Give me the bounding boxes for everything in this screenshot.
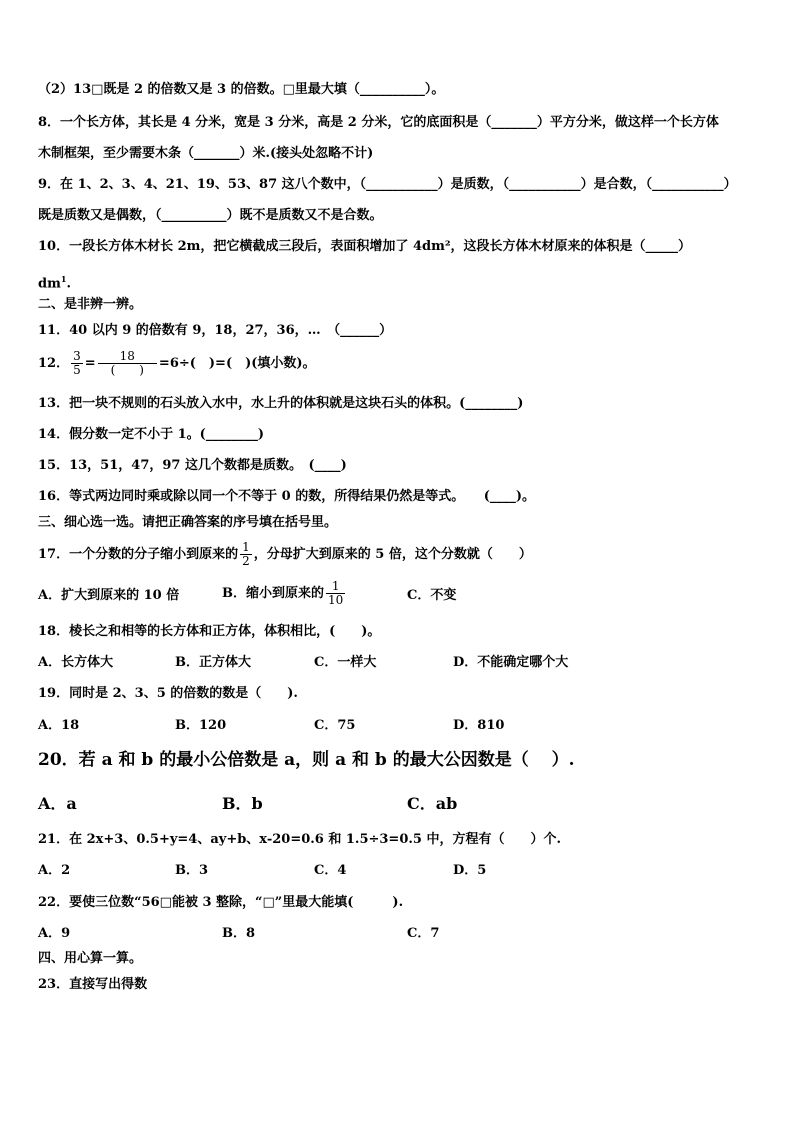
q10-unit-sup: 1 [60, 274, 67, 284]
q12-prefix: 12． [38, 356, 70, 371]
q21-option-b[interactable]: B．3 [175, 863, 209, 878]
q21-option-c[interactable]: C．4 [314, 863, 347, 878]
q12-fraction-1-denominator: 5 [73, 363, 81, 377]
q9-line-1: 9．在 1、2、3、4、21、19、53、87 这八个数中，（___________）是质数，（___________）是合数，（___________） [38, 177, 737, 192]
q22-option-c[interactable]: C．7 [407, 926, 440, 941]
q16-line: 16．等式两边同时乘或除以同一个不等于 0 的数，所得结果仍然是等式。 (____)。 [38, 489, 535, 504]
q20-option-a[interactable]: A．a [38, 794, 77, 813]
q18-option-a[interactable]: A．长方体大 [38, 655, 114, 670]
q17-option-c[interactable]: C．不变 [407, 588, 457, 603]
q19-option-b[interactable]: B．120 [175, 718, 227, 733]
q22-line: 22．要使三位数“56□能被 3 整除，“□”里最大能填( ). [38, 895, 404, 910]
q20-option-b[interactable]: B．b [222, 794, 263, 813]
q20-option-c[interactable]: C．ab [407, 794, 458, 813]
q17-option-b[interactable] [222, 580, 347, 607]
section-4-heading: 四、用心算一算。 [38, 951, 143, 966]
q14-line: 14．假分数一定不小于 1。(________) [38, 427, 264, 442]
q22-option-b[interactable]: B．8 [222, 926, 256, 941]
q12-suffix: =6÷( )=( )(填小数)。 [158, 356, 316, 371]
q19-option-d[interactable]: D．810 [453, 718, 505, 733]
q23-line: 23．直接写出得数 [38, 977, 148, 992]
q17-option-b-numerator: 1 [326, 580, 345, 594]
q19-option-c[interactable]: C．75 [314, 718, 356, 733]
q17-option-b-text: B．缩小到原来的 [222, 586, 324, 601]
q12-line [38, 350, 316, 377]
q12-fraction-1-numerator: 3 [73, 349, 81, 363]
q10-line-2 [38, 270, 71, 293]
q17-fraction [240, 541, 252, 568]
q21-option-a[interactable]: A．2 [38, 863, 71, 878]
q19-option-a[interactable]: A．18 [38, 718, 80, 733]
q18-line: 18．棱长之和相等的长方体和正方体，体积相比，( )。 [38, 624, 381, 639]
q13-line: 13．把一块不规则的石头放入水中，水上升的体积就是这块石头的体积。(________) [38, 396, 524, 411]
q17-suffix: ，分母扩大到原来的 5 倍，这个分数就（ ） [253, 547, 532, 562]
q9-line-2: 既是质数又是偶数，（__________）既不是质数又不是合数。 [38, 208, 383, 223]
q17-fraction-numerator: 1 [242, 540, 250, 554]
q18-option-b[interactable]: B．正方体大 [175, 655, 251, 670]
q8-line-2: 木制框架，至少需要木条（_______）米.(接头处忽略不计) [38, 146, 374, 161]
q12-fraction-2-denominator: ( ) [110, 363, 144, 377]
q10-end: . [66, 276, 71, 292]
q12-fraction-2 [98, 350, 157, 377]
q12-equals: = [84, 356, 96, 371]
q17-line [38, 541, 532, 568]
q17-option-b-fraction [326, 580, 345, 607]
q19-line: 19．同时是 2、3、5 的倍数的数是（ ). [38, 686, 298, 701]
section-2-heading: 二、是非辨一辨。 [38, 297, 143, 312]
q12-fraction-2-numerator: 18 [98, 350, 157, 364]
q17-option-b-denominator: 10 [328, 593, 344, 607]
section-3-heading: 三、细心选一选。请把正确答案的序号填在括号里。 [38, 515, 338, 530]
q10-unit: dm [38, 276, 61, 292]
q18-option-d[interactable]: D．不能确定哪个大 [453, 655, 569, 670]
q21-line: 21．在 2x+3、0.5+y=4、ay+b、x-20=0.6 和 1.5÷3=0.5 中，方程有（ ）个. [38, 832, 561, 847]
q17-fraction-denominator: 2 [242, 554, 250, 568]
q18-option-c[interactable]: C．一样大 [314, 655, 377, 670]
q10-line-1: 10．一段长方体木材长 2m，把它横截成三段后，表面积增加了 4dm²，这段长方体木材原来的体积是（_____） [38, 239, 692, 254]
q17-option-a[interactable]: A．扩大到原来的 10 倍 [38, 588, 180, 603]
q7b-line: （2）13□既是 2 的倍数又是 3 的倍数。□里最大填（__________）。 [38, 82, 445, 97]
q20-line: 20．若 a 和 b 的最小公倍数是 a，则 a 和 b 的最大公因数是（ ）. [38, 750, 575, 770]
q12-fraction-1 [71, 350, 83, 377]
q22-option-a[interactable]: A．9 [38, 926, 71, 941]
q21-option-d[interactable]: D．5 [453, 863, 487, 878]
q11-line: 11．40 以内 9 的倍数有 9，18，27，36，… （______） [38, 323, 393, 338]
q8-line-1: 8．一个长方体，其长是 4 分米，宽是 3 分米，高是 2 分米，它的底面积是（_______）平方分米，做这样一个长方体 [38, 115, 719, 130]
q15-line: 15．13，51，47，97 这几个数都是质数。 (____) [38, 458, 347, 473]
q17-prefix: 17．一个分数的分子缩小到原来的 [38, 547, 239, 562]
